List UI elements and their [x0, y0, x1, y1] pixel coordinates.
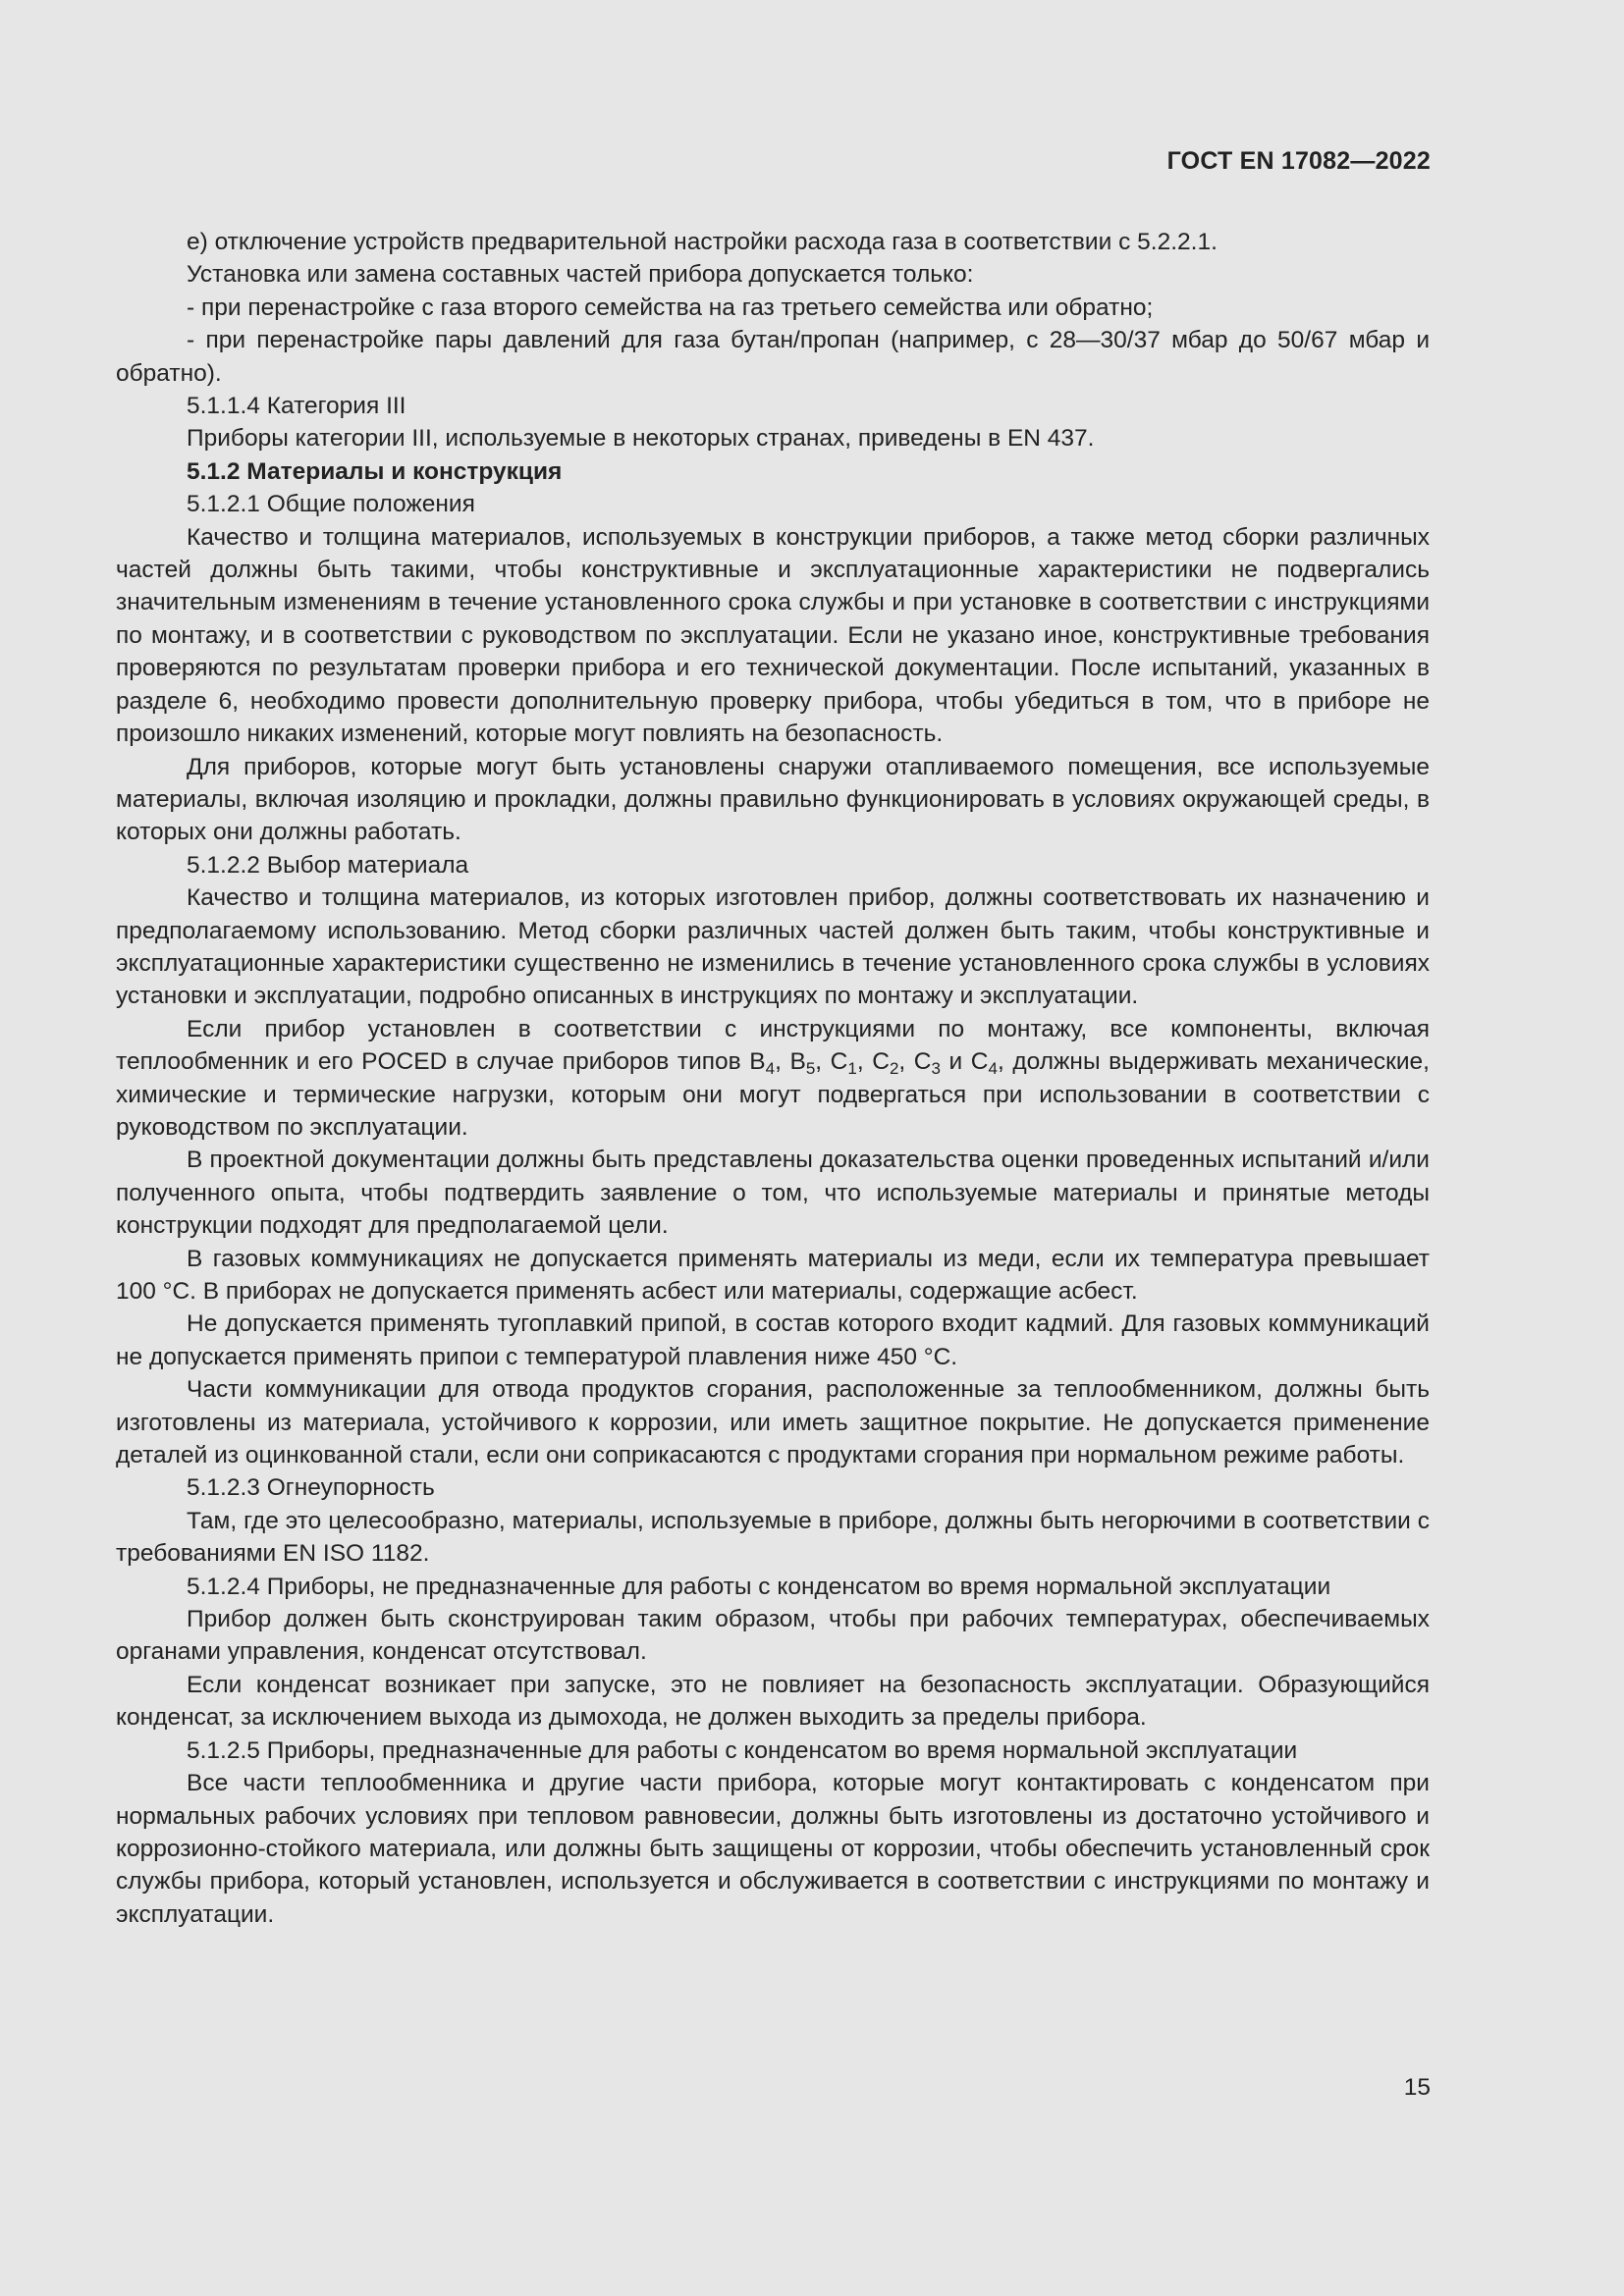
paragraph-no-condensate: Прибор должен быть сконструирован таким образом, чтобы при рабочих температурах, обеспечиваемых органами управления, конденсат отсутствовал.	[116, 1606, 1430, 1666]
paragraph-appliance-types: Если прибор установлен в соответствии с инструкциями по монтажу, все компоненты, включая теплообменник и его POCED в случае приборов типов $B_4$, $B_5$, $C_1$, $C_2$, $C_3$ и $C_4$, должны выдерживать механические, химические и термические нагрузки, которым они могут подвергаться при использовании в соответствии с руководством по эксплуатации.	[116, 1015, 1430, 1141]
type-c2: $C_2$	[872, 1048, 899, 1079]
type-b4: $B_4$	[749, 1048, 776, 1079]
paragraph-cadmium-solder: Не допускается применять тугоплавкий припой, в состав которого входит кадмий. Для газовых коммуникаций не допускается применять припои с температурой плавления ниже 450 °С.	[116, 1310, 1430, 1370]
paragraph-design-documentation: В проектной документации должны быть представлены доказательства оценки проведенных испытаний и/или полученного опыта, чтобы подтвердить заявление о том, что используемые материалы и принятые методы конструкции подходят для предполагаемой цели.	[116, 1147, 1430, 1240]
document-body	[116, 226, 1430, 1931]
section-heading-5-1-2-1: 5.1.2.1 Общие положения	[187, 491, 475, 518]
section-heading-5-1-2-3: 5.1.2.3 Огнеупорность	[187, 1474, 435, 1502]
paragraph-category-iii: Приборы категории III, используемые в некоторых странах, приведены в EN 437.	[187, 425, 1095, 453]
type-c1: $C_1$	[830, 1048, 857, 1079]
paragraph-copper-asbestos: В газовых коммуникациях не допускается применять материалы из меди, если их температура превышает 100 °С. В приборах не допускается применять асбест или материалы, содержащие асбест.	[116, 1245, 1430, 1305]
paragraph-material-selection: Качество и толщина материалов, из которых изготовлен прибор, должны соответствовать их назначению и предполагаемому использованию. Метод сборки различных частей должен быть таким, чтобы конструктивные и эксплуатационные характеристики существенно не изменились в течение установленного срока службы в условиях установки и эксплуатации, подробно описанных в инструкциях по монтажу и эксплуатации.	[116, 884, 1430, 1010]
paragraph-condensing-parts: Все части теплообменника и другие части прибора, которые могут контактировать с конденсатом при нормальных рабочих условиях при тепловом равновесии, должны быть изготовлены из достаточно устойчивого и коррозионно-стойкого материала, или должны быть защищены от коррозии, чтобы обеспечить установленный срок службы прибора, который установлен, используется и обслуживается в соответствии с инструкциями по монтажу и эксплуатации.	[116, 1770, 1430, 1928]
type-c4: $C_4$	[970, 1048, 998, 1079]
paragraph-general-quality: Качество и толщина материалов, используемых в конструкции приборов, а также метод сборки различных частей должны быть такими, чтобы конструктивные и эксплуатационные характеристики не подвергались значительным изменениям в течение установленного срока службы и при установке в соответствии с инструкциями по монтажу, и в соответствии с руководством по эксплуатации. Если не указано иное, конструктивные требования проверяются по результатам проверки прибора и его технической документации. После испытаний, указанных в разделе 6, необходимо провести дополнительную проверку прибора, чтобы убедиться в том, что в приборе не произошло никаких изменений, которые могут повлиять на безопасность.	[116, 523, 1430, 748]
list-item-gas-family: - при перенастройке с газа второго семейства на газ третьего семейства или обратно;	[187, 294, 1154, 321]
paragraph-flue-parts: Части коммуникации для отвода продуктов сгорания, расположенные за теплообменником, должны быть изготовлены из материала, устойчивого к коррозии, или иметь защитное покрытие. Не допускается применение деталей из оцинкованной стали, если они соприкасаются с продуктами сгорания при нормальном режиме работы.	[116, 1376, 1430, 1469]
type-b5: $B_5$	[789, 1048, 816, 1079]
section-heading-5-1-2: 5.1.2 Материалы и конструкция	[187, 457, 563, 485]
page-number: 15	[1403, 2074, 1431, 2101]
paragraph-outdoor-appliances: Для приборов, которые могут быть установлены снаружи отапливаемого помещения, все используемые материалы, включая изоляцию и прокладки, должны правильно функционировать в условиях окружающей среды, в которых они должны работать.	[116, 753, 1430, 846]
section-heading-5-1-2-2: 5.1.2.2 Выбор материала	[187, 851, 469, 879]
text-fragment: Если прибор установлен в соответствии с инструкциями по монтажу, все компоненты, включая теплообменник и его POCED в случае приборов типов	[116, 1015, 1430, 1076]
standard-designation: ГОСТ EN 17082—2022	[1166, 147, 1431, 175]
section-heading-5-1-1-4: 5.1.1.4 Категория III	[187, 393, 406, 420]
section-heading-5-1-2-5: 5.1.2.5 Приборы, предназначенные для работы с конденсатом во время нормальной эксплуатации	[187, 1736, 1298, 1764]
paragraph-installation-intro: Установка или замена составных частей прибора допускается только:	[187, 261, 974, 289]
text-fragment: , должны выдерживать механические, химические и термические нагрузки, которым они могут подвергаться при использовании в соответствии с руководством по эксплуатации.	[116, 1048, 1430, 1141]
section-heading-5-1-2-4: 5.1.2.4 Приборы, не предназначенные для работы с конденсатом во время нормальной эксплуатации	[187, 1573, 1331, 1600]
list-item-pressure-pair: - при перенастройке пары давлений для газа бутан/пропан (например, с 28—30/37 мбар до 50/67 мбар и обратно).	[116, 327, 1430, 387]
type-c3: $C_3$	[913, 1048, 941, 1079]
paragraph-fire-resistance: Там, где это целесообразно, материалы, используемые в приборе, должны быть негорючими в соответствии с требованиями EN ISO 1182.	[116, 1507, 1430, 1568]
list-item-e: е) отключение устройств предварительной настройки расхода газа в соответствии с 5.2.2.1.	[187, 229, 1218, 255]
paragraph-startup-condensate: Если конденсат возникает при запуске, это не повлияет на безопасность эксплуатации. Образующийся конденсат, за исключением выхода из дымохода, не должен выходить за пределы прибора.	[116, 1671, 1430, 1732]
